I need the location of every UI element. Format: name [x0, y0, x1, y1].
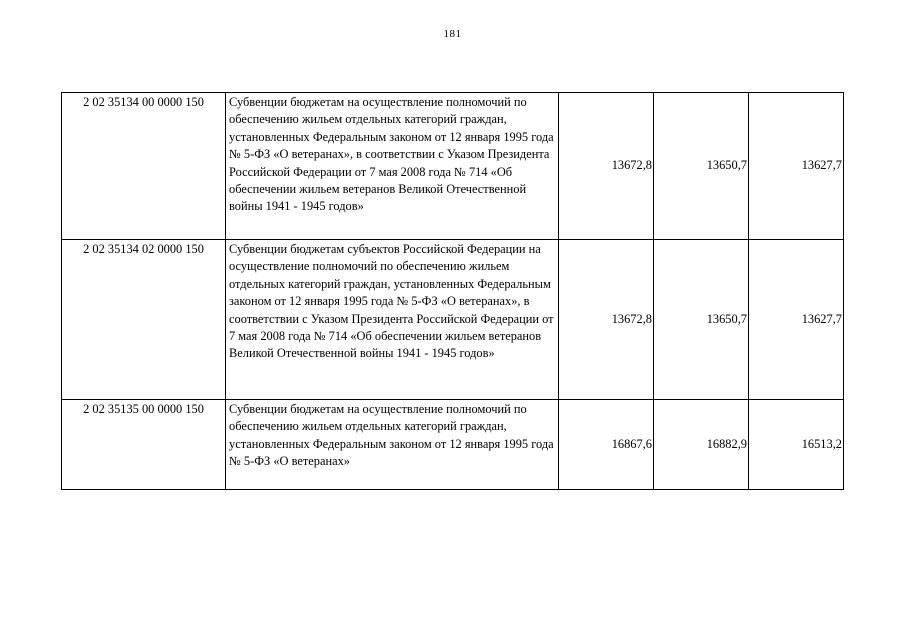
table-row: [62, 400, 844, 490]
amount-year-1-cell: 16867,6: [559, 400, 654, 490]
amount-year-1-cell: 13672,8: [559, 93, 654, 240]
table-row: [62, 240, 844, 400]
amount-year-2-cell: 13650,7: [654, 93, 749, 240]
amount-year-3-cell: 13627,7: [749, 240, 844, 400]
amount-year-3-cell: 13627,7: [749, 93, 844, 240]
amount-year-2-cell: 16882,9: [654, 400, 749, 490]
description-cell: Субвенции бюджетам на осуществление полномочий по обеспечению жильем отдельных категорий граждан, установленных Федеральным законом от 12 января 1995 года № 5-ФЗ «О ветеранах»: [226, 400, 559, 490]
budget-code-cell: 2 02 35134 02 0000 150: [62, 240, 226, 400]
budget-code-cell: 2 02 35134 00 0000 150: [62, 93, 226, 240]
description-cell: Субвенции бюджетам субъектов Российской Федерации на осуществление полномочий по обеспечению жильем отдельных категорий граждан, установленных Федеральным законом от 12 января 1995 года № 5-ФЗ «О ветеранах», в соответствии с Указом Президента Российской Федерации от 7 мая 2008 года № 714 «Об обеспечении жильем ветеранов Великой Отечественной войны 1941 - 1945 годов»: [226, 240, 559, 400]
amount-year-1-cell: 13672,8: [559, 240, 654, 400]
budget-table: [61, 92, 844, 490]
table-row: [62, 93, 844, 240]
description-cell: Субвенции бюджетам на осуществление полномочий по обеспечению жильем отдельных категорий граждан, установленных Федеральным законом от 12 января 1995 года № 5-ФЗ «О ветеранах», в соответствии с Указом Президента Российской Федерации от 7 мая 2008 года № 714 «Об обеспечении жильем ветеранов Великой Отечественной войны 1941 - 1945 годов»: [226, 93, 559, 240]
budget-code-cell: 2 02 35135 00 0000 150: [62, 400, 226, 490]
amount-year-2-cell: 13650,7: [654, 240, 749, 400]
page-number: 181: [443, 28, 462, 40]
amount-year-3-cell: 16513,2: [749, 400, 844, 490]
